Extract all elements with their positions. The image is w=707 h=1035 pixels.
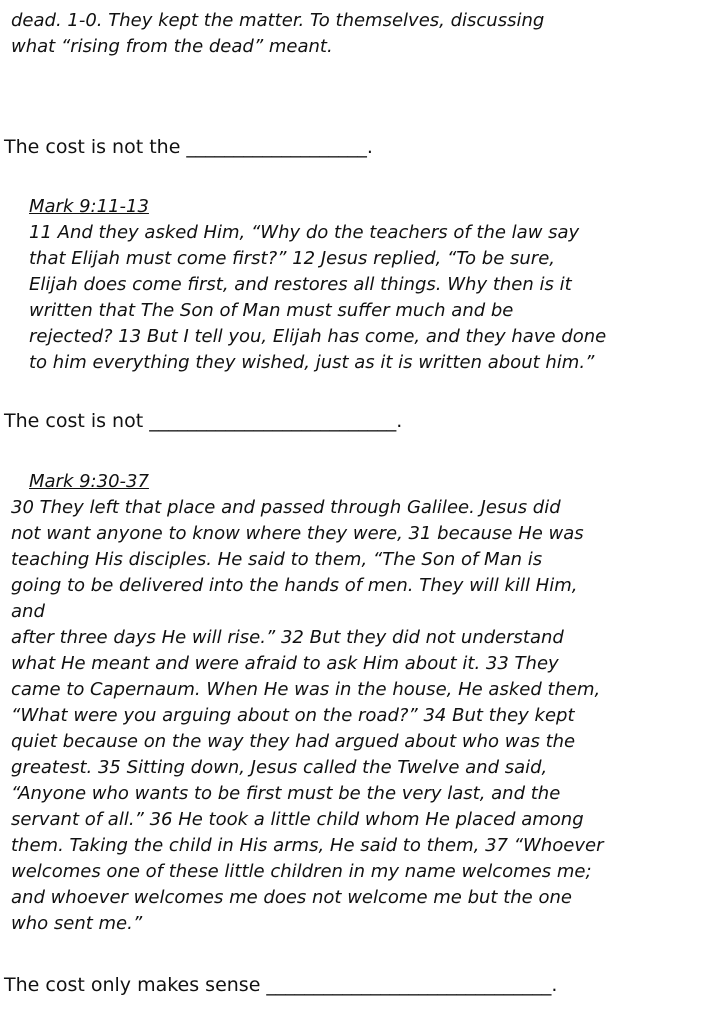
scripture-reference-mark-9-30: Mark 9:30-37: [29, 471, 149, 492]
scripture-passage-mark-9-30: 30 They left that place and passed through Galilee. Jesus did not want anyone to know where they were, 31 because He was teaching His disciples. He said to them, “The Son of Man is going to be delivered into the hands of men. They will kill Him, and after three days He will rise.” 32 But they did not understand what He meant and were afraid to ask Him about it. 33 They came to Capernaum. When He was in the house, He asked them, “What were you arguing about on the road?” 34 But they kept quiet because on the way they had argued about who was the greatest. 35 Sitting down, Jesus called the Twelve and said, “Anyone who wants to be first must be the very last, and the servant of all.” 36 He took a little child whom He placed among them. Taking the child in His arms, He said to them, 37 “Whoever welcomes one of these little children in my name welcomes me; and whoever welcomes me does not welcome me but the one who sent me.”: [11, 497, 604, 934]
scripture-passage-mark-9-11: 11 And they asked Him, “Why do the teachers of the law say that Elijah must come first?” 12 Jesus replied, “To be sure, Elijah does come first, and restores all things. Why then is it written that The Son of Man must suffer much and be rejected? 13 But I tell you, Elijah has come, and they have done to him everything they wished, just as it is written about him.”: [29, 222, 607, 373]
intro-paragraph: dead. 1-0. They kept the matter. To themselves, discussing what “rising from the dead” meant.: [11, 10, 545, 57]
fill-in-prompt-3: The cost only makes sense ______________________________.: [4, 974, 558, 996]
fill-in-prompt-1: The cost is not the ___________________.: [4, 136, 373, 158]
fill-in-prompt-2: The cost is not __________________________.: [4, 410, 403, 432]
scripture-reference-mark-9-11: Mark 9:11-13: [29, 196, 149, 217]
